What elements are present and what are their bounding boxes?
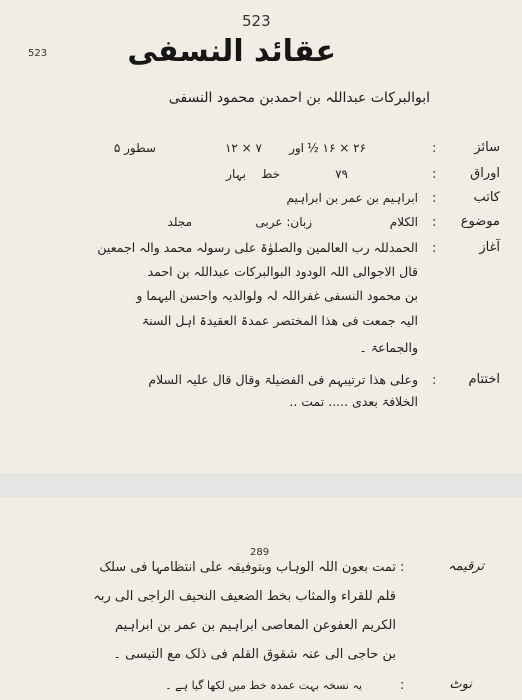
incipit-line: الحمدللہ رب العالمین والصلوٰۃ علی رسولہ محمد والہ اجمعین (97, 240, 418, 255)
script-value: بہار (226, 167, 246, 181)
colon: : (432, 191, 437, 206)
colophon-line: قلم للقراء والمثاب بخط الضعیف النحیف الراجی الی ربہ (93, 589, 396, 604)
explicit-line: الخلافۃ بعدی ..... تمت .. (289, 394, 418, 409)
label-folios: اوراق (470, 166, 500, 181)
subject-value: الکلام (389, 215, 418, 229)
explicit-line: وعلی ھذا ترتیبہم فی الفضیلۃ وقال قال علیہ السلام (148, 372, 418, 387)
colon: : (400, 560, 405, 575)
label-explicit: اختتام (468, 372, 500, 387)
colophon-line: الکریم العفوعن المعاصی ابراہیم بن عمر بن ابراہیم (115, 618, 396, 633)
note-text: یہ نسخہ بہت عمدہ خط میں لکھا گیا ہے ۔ (165, 679, 362, 692)
page-number-margin: 523 (28, 48, 48, 59)
label-colophon: ترقیمہ (447, 559, 484, 574)
incipit-line: قال الاجوالی اللہ الودود البوالبرکات عبداللہ بن احمد (147, 264, 418, 279)
label-note: نوٹ (449, 677, 472, 692)
lines-per-page: سطور ۵ (113, 141, 156, 155)
incipit-line: والجماعۃ ۔ (359, 340, 418, 355)
colon: : (400, 678, 405, 693)
colon: : (432, 241, 437, 256)
label-size: سائز (474, 140, 500, 155)
label-scribe: کاتب (473, 190, 500, 205)
scribe-value: ابراہیم بن عمر بن ابراہیم (286, 191, 418, 205)
colophon-line: تمت بعون اللہ الوہاب وبتوفیقہ علی انتظامہا فی سلک (99, 560, 396, 575)
language-value: زبان: عربی (255, 215, 312, 229)
binding-value: مجلد (167, 215, 192, 229)
label-subject: موضوع (460, 214, 500, 229)
page-number: 289 (250, 547, 270, 558)
size-and: اور (289, 141, 304, 155)
catalog-page-bottom (0, 497, 522, 700)
colon: : (432, 141, 437, 156)
page-separator (0, 473, 522, 497)
book-title: عقائد النسفی (127, 34, 336, 69)
script-label: خط (261, 167, 280, 181)
incipit-line: الیہ جمعت فی ھذا المختصر عمدۃ العقیدۃ اہل السنۃ (141, 313, 418, 328)
size-value: ۲۶ × ۱۶ ½ (307, 141, 366, 155)
colophon-line: بن حاجی الی عنہ شقوق القلم فی ذلک مع التیسی ۔ (113, 647, 396, 662)
incipit-line: بن محمود النسفی غفراللہ لہ ولوالدیہ واحسن الیہما و (136, 288, 418, 303)
colon: : (432, 167, 437, 182)
folios-value: ۷۹ (335, 167, 348, 181)
colon: : (432, 215, 437, 230)
page-number-center: 523 (242, 12, 271, 30)
author-name: ابوالبرکات عبداللہ بن احمدبن محمود النسفی (168, 90, 430, 106)
colon: : (432, 373, 437, 388)
label-incipit: آغاز (479, 240, 500, 255)
size-text-area: ۷ × ۱۲ (224, 141, 262, 155)
